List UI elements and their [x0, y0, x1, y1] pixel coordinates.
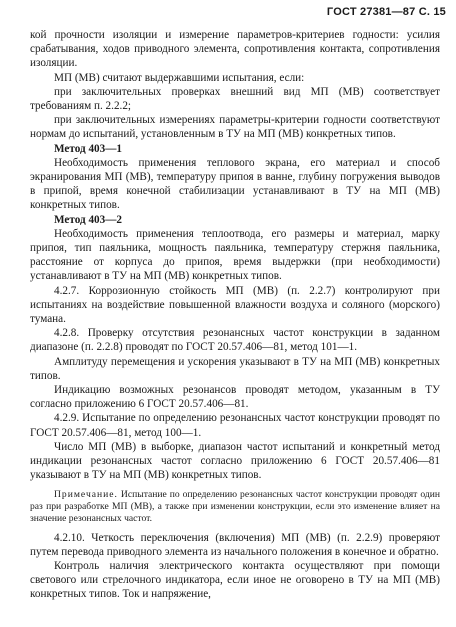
paragraph: 4.2.9. Испытание по определению резонансных частот конструкции проводят по ГОСТ 20.57.406—81, метод 100—1.: [30, 412, 440, 439]
paragraph: 4.2.10. Четкость переключения (включения) МП (МВ) (п. 2.2.9) проверяют путем перевода приводного элемента из начального положения в конечное и обратно.: [30, 531, 440, 558]
document-body: [30, 28, 440, 602]
section-heading-403-1: Метод 403—1: [54, 142, 123, 155]
paragraph: 4.2.7. Коррозионную стойкость МП (МВ) (п. 2.2.7) контролируют при испытаниях на воздействие повышенной влажности воздуха и соляного (морского) тумана.: [30, 284, 440, 326]
paragraph: 4.2.8. Проверку отсутствия резонансных частот конструкции в заданном диапазоне (п. 2.2.8) проводят по ГОСТ 20.57.406—81, метод 101—1.: [30, 327, 440, 354]
paragraph: Число МП (МВ) в выборке, диапазон частот испытаний и конкретный метод индикации резонансных частот согласно приложению 6 ГОСТ 20.57.406—81 указывают в ТУ на МП (МВ) конкретных типов.: [30, 440, 440, 482]
paragraph: Необходимость применения теплового экрана, его материал и способ экранирования МП (МВ), температуру припоя в ванне, глубину погружения выводов в припой, время конечной стабилизации устанавливают в ТУ на МП (МВ) конкретных типов.: [30, 156, 440, 212]
note-label: Примечание.: [54, 488, 118, 500]
paragraph: кой прочности изоляции и измерение параметров-критериев годности: усилия срабатывания, ходов приводного элемента, сопротивления контакта, сопротивления изоляции.: [30, 29, 440, 70]
paragraph: при заключительных измерениях параметры-критерии годности соответствуют нормам до испытаний, установленным в ТУ на МП (МВ) конкретных типов.: [30, 114, 440, 141]
paragraph: Амплитуду перемещения и ускорения указывают в ТУ на МП (МВ) конкретных типов.: [30, 355, 440, 382]
running-header: ГОСТ 27381—87 С. 15: [326, 6, 446, 18]
section-heading-403-2: Метод 403—2: [54, 213, 123, 226]
note-text: Испытание по определению резонансных частот конструкции проводят один раз при разработке МП (МВ), а также при изменении конструкции, если это изменение влияет на значение резонансных частот.: [30, 488, 440, 524]
paragraph: МП (МВ) считают выдержавшими испытания, если:: [54, 71, 305, 84]
paragraph: Необходимость применения теплоотвода, его размеры и материал, марку припоя, тип паяльника, мощность паяльника, температуру стержня паяльника, расстояние от корпуса до припоя, время выдержки (при необходимости) устанавливают в ТУ на МП (МВ) конкретных типов.: [30, 227, 440, 283]
paragraph: Контроль наличия электрического контакта осуществляют при помощи светового или стрелочного индикатора, если иное не оговорено в ТУ на МП (МВ) конкретных типов. Ток и напряжение,: [30, 559, 440, 601]
paragraph: при заключительных проверках внешний вид МП (МВ) соответствует требованиям п. 2.2.2;: [30, 85, 440, 113]
paragraph: Индикацию возможных резонансов проводят методом, указанным в ТУ согласно приложению 6 ГОСТ 20.57.406—81.: [30, 384, 440, 411]
note: [30, 489, 440, 525]
